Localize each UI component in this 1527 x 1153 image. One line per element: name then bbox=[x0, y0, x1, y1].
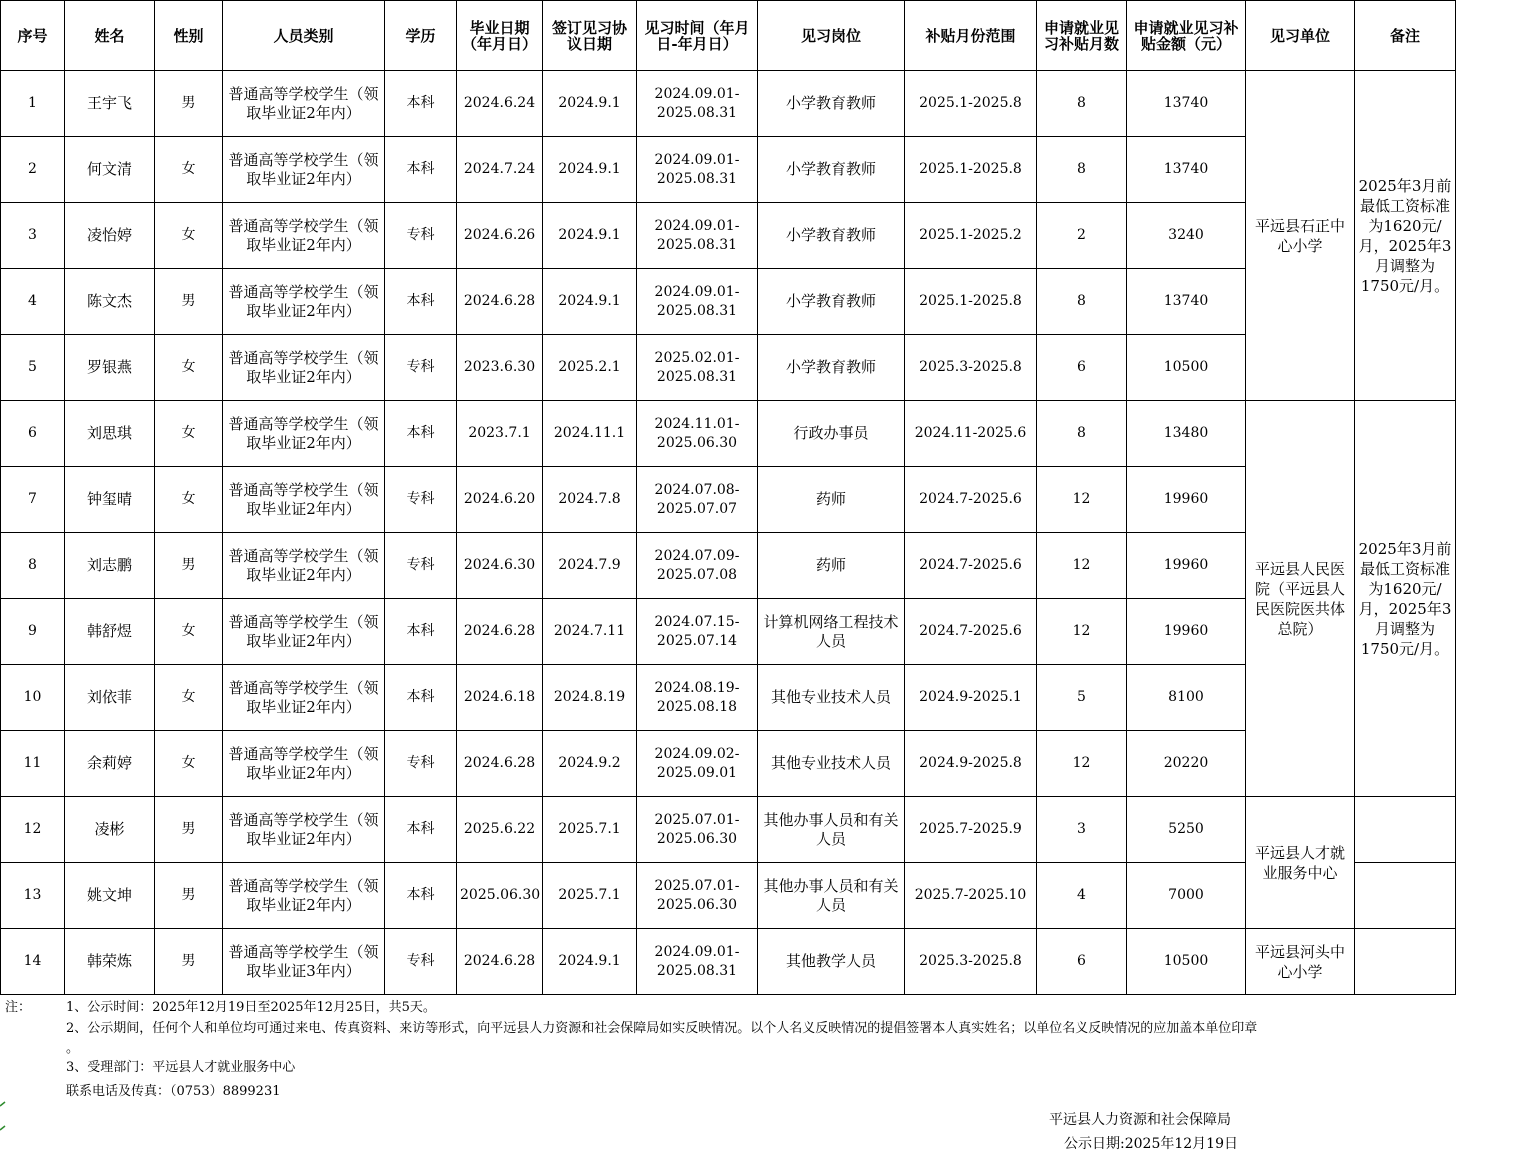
category-cell: 普通高等学校学生（领取毕业证2年内） bbox=[223, 203, 385, 269]
remark-cell: 2025年3月前最低工资标准为1620元/月，2025年3月调整为1750元/月。 bbox=[1355, 71, 1456, 401]
agreement-date-cell: 2024.9.2 bbox=[543, 731, 637, 797]
category-cell: 普通高等学校学生（领取毕业证2年内） bbox=[223, 797, 385, 863]
category-cell: 普通高等学校学生（领取毕业证2年内） bbox=[223, 269, 385, 335]
name-cell: 王宇飞 bbox=[65, 71, 155, 137]
internship-unit-cell: 平远县人才就业服务中心 bbox=[1246, 797, 1355, 929]
subsidy-month-range-cell: 2024.7-2025.6 bbox=[905, 533, 1037, 599]
subsidy-amount-cell: 5250 bbox=[1127, 797, 1246, 863]
row-number-cell: 2 bbox=[1, 137, 65, 203]
gender-cell: 男 bbox=[155, 797, 223, 863]
education-cell: 本科 bbox=[385, 863, 457, 929]
name-cell: 刘依菲 bbox=[65, 665, 155, 731]
agreement-date-cell: 2024.9.1 bbox=[543, 203, 637, 269]
subsidy-months-cell: 3 bbox=[1037, 797, 1127, 863]
gender-cell: 男 bbox=[155, 269, 223, 335]
gender-cell: 女 bbox=[155, 203, 223, 269]
education-cell: 本科 bbox=[385, 71, 457, 137]
education-cell: 本科 bbox=[385, 797, 457, 863]
name-cell: 姚文坤 bbox=[65, 863, 155, 929]
name-cell: 凌怡婷 bbox=[65, 203, 155, 269]
row-number-cell: 1 bbox=[1, 71, 65, 137]
category-cell: 普通高等学校学生（领取毕业证2年内） bbox=[223, 533, 385, 599]
name-cell: 韩荣炼 bbox=[65, 929, 155, 995]
subsidy-amount-cell: 13740 bbox=[1127, 269, 1246, 335]
internship-unit-cell: 平远县河头中心小学 bbox=[1246, 929, 1355, 995]
header-cell: 见习单位 bbox=[1246, 1, 1355, 71]
graduation-date-cell: 2024.6.28 bbox=[457, 269, 543, 335]
education-cell: 本科 bbox=[385, 599, 457, 665]
gender-cell: 女 bbox=[155, 467, 223, 533]
subsidy-month-range-cell: 2024.9-2025.8 bbox=[905, 731, 1037, 797]
internship-post-cell: 小学教育教师 bbox=[758, 335, 905, 401]
footer-org: 平远县人力资源和社会保障局 bbox=[1049, 1112, 1231, 1128]
category-cell: 普通高等学校学生（领取毕业证2年内） bbox=[223, 863, 385, 929]
subsidy-amount-cell: 19960 bbox=[1127, 599, 1246, 665]
internship-period-cell: 2025.02.01-2025.08.31 bbox=[637, 335, 758, 401]
category-cell: 普通高等学校学生（领取毕业证2年内） bbox=[223, 467, 385, 533]
header-cell: 序号 bbox=[1, 1, 65, 71]
internship-period-cell: 2024.11.01-2025.06.30 bbox=[637, 401, 758, 467]
subsidy-months-cell: 8 bbox=[1037, 269, 1127, 335]
header-cell: 性别 bbox=[155, 1, 223, 71]
subsidy-month-range-cell: 2024.9-2025.1 bbox=[905, 665, 1037, 731]
subsidy-amount-cell: 19960 bbox=[1127, 467, 1246, 533]
subsidy-month-range-cell: 2024.11-2025.6 bbox=[905, 401, 1037, 467]
subsidy-months-cell: 5 bbox=[1037, 665, 1127, 731]
header-cell: 备注 bbox=[1355, 1, 1456, 71]
note-line-2: 2、公示期间，任何个人和单位均可通过来电、传真资料、来访等形式，向平远县人力资源和社会保障局如实反映情况。以个人名义反映情况的提倡签署本人真实姓名；以单位名义反映情况的应加盖本单位印章 bbox=[66, 1021, 1258, 1036]
subsidy-month-range-cell: 2025.3-2025.8 bbox=[905, 335, 1037, 401]
graduation-date-cell: 2024.6.28 bbox=[457, 599, 543, 665]
subsidy-amount-cell: 13740 bbox=[1127, 71, 1246, 137]
graduation-date-cell: 2023.6.30 bbox=[457, 335, 543, 401]
education-cell: 专科 bbox=[385, 335, 457, 401]
row-number-cell: 11 bbox=[1, 731, 65, 797]
row-number-cell: 4 bbox=[1, 269, 65, 335]
gender-cell: 男 bbox=[155, 533, 223, 599]
subsidy-months-cell: 4 bbox=[1037, 863, 1127, 929]
table-row bbox=[1, 137, 1456, 203]
note-contact: 联系电话及传真：（0753）8899231 bbox=[66, 1084, 281, 1099]
name-cell: 韩舒煜 bbox=[65, 599, 155, 665]
category-cell: 普通高等学校学生（领取毕业证2年内） bbox=[223, 731, 385, 797]
education-cell: 专科 bbox=[385, 533, 457, 599]
row-number-cell: 14 bbox=[1, 929, 65, 995]
agreement-date-cell: 2025.7.1 bbox=[543, 797, 637, 863]
internship-post-cell: 计算机网络工程技术人员 bbox=[758, 599, 905, 665]
row-number-cell: 9 bbox=[1, 599, 65, 665]
name-cell: 罗银燕 bbox=[65, 335, 155, 401]
subsidy-months-cell: 12 bbox=[1037, 731, 1127, 797]
header-cell: 见习时间（年月日-年月日） bbox=[637, 1, 758, 71]
gender-cell: 女 bbox=[155, 335, 223, 401]
agreement-date-cell: 2024.9.1 bbox=[543, 137, 637, 203]
education-cell: 专科 bbox=[385, 929, 457, 995]
subsidy-months-cell: 6 bbox=[1037, 335, 1127, 401]
subsidy-month-range-cell: 2025.1-2025.2 bbox=[905, 203, 1037, 269]
subsidy-months-cell: 8 bbox=[1037, 401, 1127, 467]
row-number-cell: 10 bbox=[1, 665, 65, 731]
name-cell: 陈文杰 bbox=[65, 269, 155, 335]
internship-period-cell: 2024.09.02-2025.09.01 bbox=[637, 731, 758, 797]
agreement-date-cell: 2024.7.11 bbox=[543, 599, 637, 665]
agreement-date-cell: 2024.9.1 bbox=[543, 71, 637, 137]
internship-period-cell: 2024.09.01-2025.08.31 bbox=[637, 71, 758, 137]
remark-cell: 2025年3月前最低工资标准为1620元/月，2025年3月调整为1750元/月。 bbox=[1355, 401, 1456, 797]
subsidy-months-cell: 6 bbox=[1037, 929, 1127, 995]
category-cell: 普通高等学校学生（领取毕业证3年内） bbox=[223, 929, 385, 995]
gender-cell: 男 bbox=[155, 863, 223, 929]
subsidy-month-range-cell: 2025.7-2025.10 bbox=[905, 863, 1037, 929]
row-number-cell: 8 bbox=[1, 533, 65, 599]
internship-unit-cell: 平远县人民医院（平远县人民医院医共体总院） bbox=[1246, 401, 1355, 797]
header-row bbox=[1, 1, 1456, 71]
category-cell: 普通高等学校学生（领取毕业证2年内） bbox=[223, 401, 385, 467]
header-cell: 申请就业见习补贴金额（元） bbox=[1127, 1, 1246, 71]
table-row bbox=[1, 665, 1456, 731]
internship-post-cell: 其他办事人员和有关人员 bbox=[758, 863, 905, 929]
internship-period-cell: 2024.09.01-2025.08.31 bbox=[637, 269, 758, 335]
row-number-cell: 13 bbox=[1, 863, 65, 929]
agreement-date-cell: 2024.8.19 bbox=[543, 665, 637, 731]
header-cell: 姓名 bbox=[65, 1, 155, 71]
agreement-date-cell: 2024.9.1 bbox=[543, 929, 637, 995]
gender-cell: 男 bbox=[155, 929, 223, 995]
subsidy-months-cell: 8 bbox=[1037, 137, 1127, 203]
table-row bbox=[1, 467, 1456, 533]
table-row bbox=[1, 335, 1456, 401]
tick-mark-icon bbox=[0, 1125, 6, 1131]
note-line-1: 1、公示时间：2025年12月19日至2025年12月25日，共5天。 bbox=[66, 1000, 436, 1015]
subsidy-months-cell: 8 bbox=[1037, 71, 1127, 137]
education-cell: 专科 bbox=[385, 467, 457, 533]
table-row bbox=[1, 533, 1456, 599]
table-row bbox=[1, 203, 1456, 269]
graduation-date-cell: 2024.6.20 bbox=[457, 467, 543, 533]
internship-period-cell: 2024.09.01-2025.08.31 bbox=[637, 203, 758, 269]
note-line-3: 3、受理部门：平远县人才就业服务中心 bbox=[66, 1060, 296, 1075]
subsidy-months-cell: 12 bbox=[1037, 599, 1127, 665]
subsidy-amount-cell: 8100 bbox=[1127, 665, 1246, 731]
graduation-date-cell: 2024.6.28 bbox=[457, 731, 543, 797]
education-cell: 本科 bbox=[385, 137, 457, 203]
subsidy-months-cell: 2 bbox=[1037, 203, 1127, 269]
header-cell: 学历 bbox=[385, 1, 457, 71]
name-cell: 钟玺晴 bbox=[65, 467, 155, 533]
table-row bbox=[1, 863, 1456, 929]
subsidy-amount-cell: 3240 bbox=[1127, 203, 1246, 269]
internship-period-cell: 2025.07.01-2025.06.30 bbox=[637, 863, 758, 929]
internship-unit-cell: 平远县石正中心小学 bbox=[1246, 71, 1355, 401]
subsidy-amount-cell: 10500 bbox=[1127, 335, 1246, 401]
subsidy-amount-cell: 19960 bbox=[1127, 533, 1246, 599]
subsidy-month-range-cell: 2025.1-2025.8 bbox=[905, 269, 1037, 335]
remark-cell bbox=[1355, 929, 1456, 995]
subsidy-month-range-cell: 2025.7-2025.9 bbox=[905, 797, 1037, 863]
graduation-date-cell: 2024.6.26 bbox=[457, 203, 543, 269]
gender-cell: 女 bbox=[155, 599, 223, 665]
category-cell: 普通高等学校学生（领取毕业证2年内） bbox=[223, 599, 385, 665]
header-cell: 人员类别 bbox=[223, 1, 385, 71]
agreement-date-cell: 2024.9.1 bbox=[543, 269, 637, 335]
header-cell: 申请就业见习补贴月数 bbox=[1037, 1, 1127, 71]
graduation-date-cell: 2024.6.30 bbox=[457, 533, 543, 599]
table-row bbox=[1, 797, 1456, 863]
internship-period-cell: 2024.07.15-2025.07.14 bbox=[637, 599, 758, 665]
category-cell: 普通高等学校学生（领取毕业证2年内） bbox=[223, 335, 385, 401]
subsidy-amount-cell: 7000 bbox=[1127, 863, 1246, 929]
header-cell: 毕业日期（年月日） bbox=[457, 1, 543, 71]
name-cell: 余莉婷 bbox=[65, 731, 155, 797]
subsidy-month-range-cell: 2024.7-2025.6 bbox=[905, 467, 1037, 533]
gender-cell: 女 bbox=[155, 401, 223, 467]
internship-post-cell: 行政办事员 bbox=[758, 401, 905, 467]
internship-period-cell: 2025.07.01-2025.06.30 bbox=[637, 797, 758, 863]
table-row bbox=[1, 269, 1456, 335]
tick-mark-icon bbox=[0, 1101, 6, 1107]
subsidy-month-range-cell: 2025.1-2025.8 bbox=[905, 137, 1037, 203]
table-row bbox=[1, 71, 1456, 137]
table-row bbox=[1, 401, 1456, 467]
table-row bbox=[1, 731, 1456, 797]
subsidy-amount-cell: 10500 bbox=[1127, 929, 1246, 995]
subsidy-amount-cell: 20220 bbox=[1127, 731, 1246, 797]
row-number-cell: 5 bbox=[1, 335, 65, 401]
agreement-date-cell: 2024.7.9 bbox=[543, 533, 637, 599]
education-cell: 专科 bbox=[385, 203, 457, 269]
subsidy-months-cell: 12 bbox=[1037, 533, 1127, 599]
internship-post-cell: 小学教育教师 bbox=[758, 137, 905, 203]
internship-post-cell: 其他办事人员和有关人员 bbox=[758, 797, 905, 863]
education-cell: 本科 bbox=[385, 665, 457, 731]
internship-period-cell: 2024.07.08-2025.07.07 bbox=[637, 467, 758, 533]
subsidy-month-range-cell: 2025.1-2025.8 bbox=[905, 71, 1037, 137]
graduation-date-cell: 2024.6.28 bbox=[457, 929, 543, 995]
internship-post-cell: 其他专业技术人员 bbox=[758, 731, 905, 797]
internship-period-cell: 2024.07.09-2025.07.08 bbox=[637, 533, 758, 599]
internship-period-cell: 2024.08.19-2025.08.18 bbox=[637, 665, 758, 731]
subsidy-amount-cell: 13740 bbox=[1127, 137, 1246, 203]
subsidy-month-range-cell: 2025.3-2025.8 bbox=[905, 929, 1037, 995]
subsidy-month-range-cell: 2024.7-2025.6 bbox=[905, 599, 1037, 665]
notes-label: 注： bbox=[5, 1000, 32, 1015]
subsidy-months-cell: 12 bbox=[1037, 467, 1127, 533]
internship-post-cell: 药师 bbox=[758, 467, 905, 533]
agreement-date-cell: 2025.7.1 bbox=[543, 863, 637, 929]
header-cell: 见习岗位 bbox=[758, 1, 905, 71]
row-number-cell: 6 bbox=[1, 401, 65, 467]
education-cell: 专科 bbox=[385, 731, 457, 797]
internship-post-cell: 其他教学人员 bbox=[758, 929, 905, 995]
remark-cell bbox=[1355, 863, 1456, 929]
subsidy-amount-cell: 13480 bbox=[1127, 401, 1246, 467]
graduation-date-cell: 2025.06.30 bbox=[457, 863, 543, 929]
row-number-cell: 7 bbox=[1, 467, 65, 533]
internship-post-cell: 药师 bbox=[758, 533, 905, 599]
graduation-date-cell: 2024.6.24 bbox=[457, 71, 543, 137]
table-row bbox=[1, 599, 1456, 665]
graduation-date-cell: 2023.7.1 bbox=[457, 401, 543, 467]
internship-post-cell: 小学教育教师 bbox=[758, 269, 905, 335]
footer-date: 公示日期:2025年12月19日 bbox=[1064, 1136, 1238, 1152]
row-number-cell: 3 bbox=[1, 203, 65, 269]
agreement-date-cell: 2025.2.1 bbox=[543, 335, 637, 401]
category-cell: 普通高等学校学生（领取毕业证2年内） bbox=[223, 71, 385, 137]
name-cell: 凌彬 bbox=[65, 797, 155, 863]
education-cell: 本科 bbox=[385, 401, 457, 467]
name-cell: 刘志鹏 bbox=[65, 533, 155, 599]
header-cell: 补贴月份范围 bbox=[905, 1, 1037, 71]
internship-post-cell: 其他专业技术人员 bbox=[758, 665, 905, 731]
remark-cell bbox=[1355, 797, 1456, 863]
gender-cell: 女 bbox=[155, 137, 223, 203]
category-cell: 普通高等学校学生（领取毕业证2年内） bbox=[223, 137, 385, 203]
internship-period-cell: 2024.09.01-2025.08.31 bbox=[637, 137, 758, 203]
category-cell: 普通高等学校学生（领取毕业证2年内） bbox=[223, 665, 385, 731]
internship-period-cell: 2024.09.01-2025.08.31 bbox=[637, 929, 758, 995]
graduation-date-cell: 2024.7.24 bbox=[457, 137, 543, 203]
gender-cell: 女 bbox=[155, 731, 223, 797]
row-number-cell: 12 bbox=[1, 797, 65, 863]
agreement-date-cell: 2024.7.8 bbox=[543, 467, 637, 533]
header-cell: 签订见习协议日期 bbox=[543, 1, 637, 71]
internship-post-cell: 小学教育教师 bbox=[758, 203, 905, 269]
graduation-date-cell: 2025.6.22 bbox=[457, 797, 543, 863]
education-cell: 本科 bbox=[385, 269, 457, 335]
gender-cell: 女 bbox=[155, 665, 223, 731]
table-row bbox=[1, 929, 1456, 995]
note-line-2-end: 。 bbox=[66, 1041, 80, 1056]
agreement-date-cell: 2024.11.1 bbox=[543, 401, 637, 467]
name-cell: 何文清 bbox=[65, 137, 155, 203]
internship-post-cell: 小学教育教师 bbox=[758, 71, 905, 137]
name-cell: 刘思琪 bbox=[65, 401, 155, 467]
gender-cell: 男 bbox=[155, 71, 223, 137]
graduation-date-cell: 2024.6.18 bbox=[457, 665, 543, 731]
